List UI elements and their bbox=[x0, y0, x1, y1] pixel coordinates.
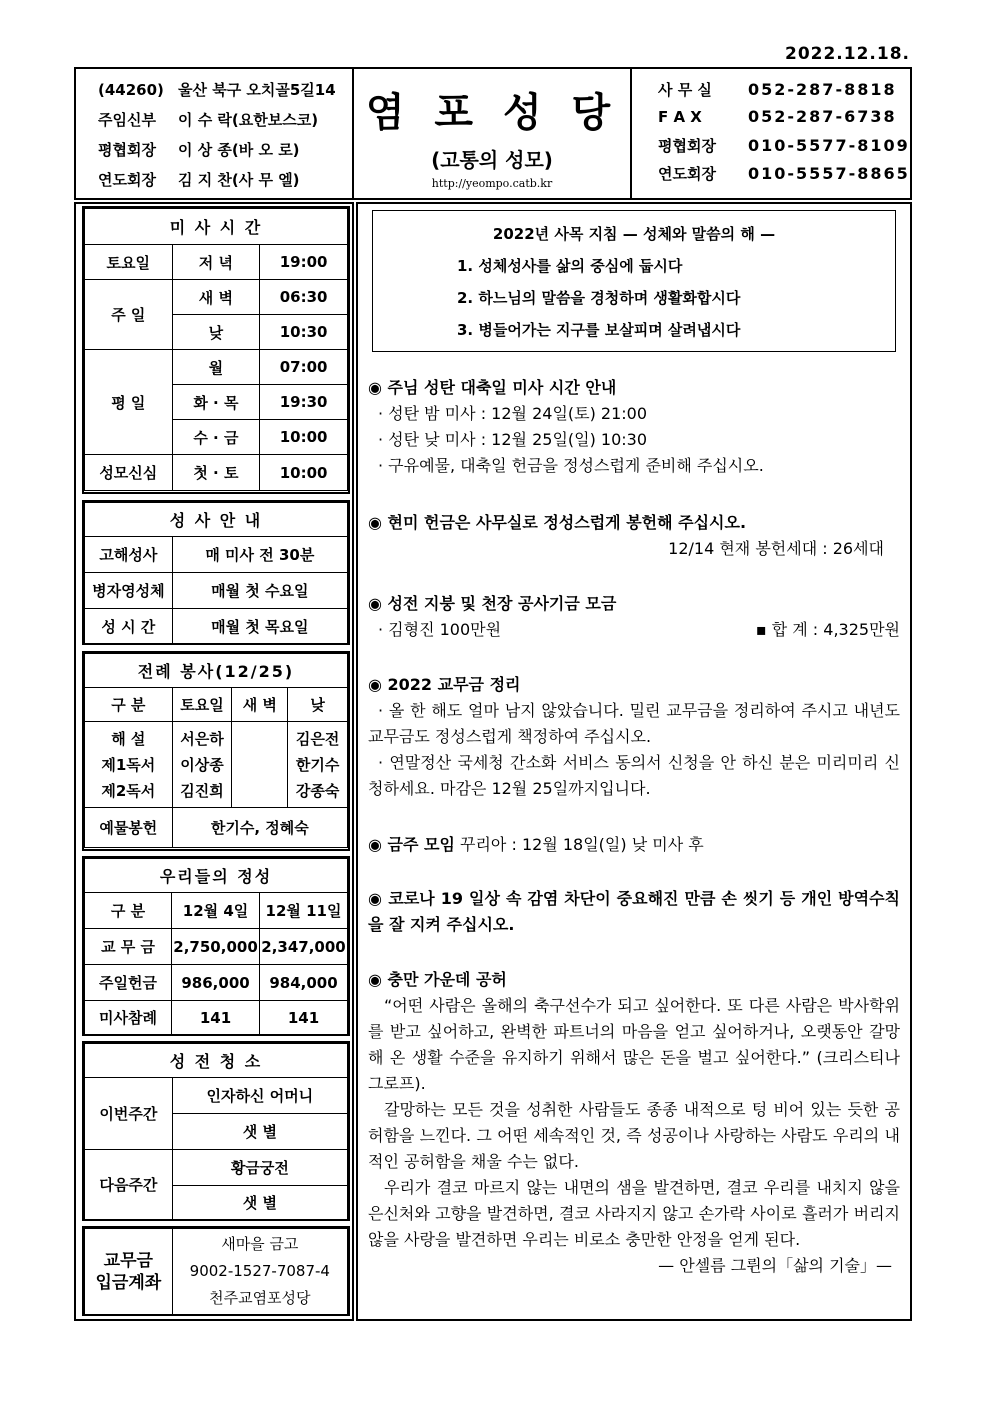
requiem-chair-row: 연도회장 김 지 찬(사 무 엘) bbox=[98, 171, 300, 189]
account-table bbox=[84, 1228, 348, 1315]
fax-row: F A X 052-287-6738 bbox=[658, 107, 897, 126]
header-contacts bbox=[632, 69, 910, 198]
notice-christmas-mass: ◉ 주님 성탄 대축일 미사 시간 안내 · 성탄 밤 미사 : 12월 24일(토) 21:00 · 성탄 낮 미사 : 12월 25일(일) 10:30 · 구유예물, 대축일 헌금을 정성스럽게 준비해 주십시오. bbox=[368, 378, 764, 475]
notice-weekly-meeting: ◉ 금주 모임 꾸리아 : 12월 18일(일) 낮 미사 후 bbox=[368, 835, 704, 854]
cleaning-table: 성 전 청 소 이번주간 인자하신 어머니 샛 별 다음주간 황금궁전 샛 별 bbox=[84, 1043, 348, 1220]
policy-title: 2022년 사목 지침 — 성체와 말씀의 해 — bbox=[492, 225, 776, 243]
liturgy-title: 전례 봉사(12/25) bbox=[85, 654, 348, 688]
account-holder: 천주교염포성당 bbox=[209, 1289, 311, 1307]
cleaning-title: 성 전 청 소 bbox=[85, 1044, 348, 1078]
policy-item: 2. 하느님의 말씀을 경청하며 생활화합시다 bbox=[457, 289, 741, 307]
requiem-phone-row: 연도회장 010-5557-8865 bbox=[658, 164, 910, 183]
account-number: 9002-1527-7087-4 bbox=[189, 1262, 330, 1280]
header-info bbox=[76, 69, 354, 198]
liturgy-roles: 해 설 제1독서 제2독서 bbox=[85, 722, 173, 808]
parish-name: 염 포 성 당 bbox=[365, 90, 619, 136]
notice-construction-fund: ◉ 성전 지붕 및 천장 공사기금 모금 · 김형진 100만원 ▪ 합 계 : 4,325만원 bbox=[368, 591, 900, 643]
policy-item: 1. 성체성사를 삶의 중심에 둡시다 bbox=[457, 257, 683, 275]
fund-total: ▪ 합 계 : 4,325만원 bbox=[755, 620, 900, 639]
giving-table: 우리들의 정성 구 분 12월 4일 12월 11일 교 무 금 2,750,000 2,347,000 주일헌금 986,000 984,000 미사참례 141 141 bbox=[84, 858, 348, 1035]
notice-reflection: ◉ 충만 가운데 공허 “어떤 사람은 올해의 축구선수가 되고 싶어한다. 또 다른 사람은 박사학위를 받고 싶어하고, 완벽한 파트너의 마음을 얻고 싶어하거나, 오랫동안 갈망해 온 생활 수준을 유지하기 위해서 많은 돈을 벌고 싶어한다.” (크리스티나 그로프). 갈망하는 모든 것을 성취한 사람들도 종종 내적으로 텅 비어 있는 듯한 공허함을 느낀다. 그 어떤 세속적인 것, 즉 성공이나 사랑하는 사람도 우리의 내적인 공허함을 채울 수는 없다. 우리가 결코 마르지 않는 내면의 샘을 발견하면, 결코 우리를 내치지 않을 은신처와 고향을 발견하면, 결코 사라지지 않고 손가락 사이로 흘러가 버리지 않을 사랑을 발견하면 우리는 비로소 충만한 안정을 얻게 된다. — 안셀름 그륀의「삶의 기술」— bbox=[368, 967, 900, 1279]
office-phone-row: 사 무 실 052-287-8818 bbox=[658, 80, 897, 99]
mass-times-table: 미 사 시 간 토요일 저 녁 19:00 주 일 새 벽 06:30 낮 10:30 평 일 월 07:00 화 · 목 19:30 수 · 금 10:00 성모신심 첫 · 토 10:00 bbox=[84, 208, 348, 491]
mass-times-title: 미 사 시 간 bbox=[85, 209, 348, 245]
parish-url[interactable]: http://yeompo.catb.kr bbox=[431, 177, 553, 190]
giving-title: 우리들의 정성 bbox=[85, 859, 348, 893]
sacrament-table: 성 사 안 내 고해성사 매 미사 전 30분 병자영성체 매월 첫 수요일 성 시 간 매월 첫 목요일 bbox=[84, 502, 348, 644]
liturgy-day: 김은전 한기수 강종숙 bbox=[288, 722, 348, 808]
pastoral-policy-box bbox=[372, 210, 896, 352]
sacrament-title: 성 사 안 내 bbox=[85, 503, 348, 537]
liturgy-table: 전례 봉사(12/25) 구 분 토요일 새 벽 낮 해 설 제1독서 제2독서 서은하 이상종 김진희 김은전 한기수 강종숙 예물봉헌 한기수, 정혜숙 bbox=[84, 653, 348, 848]
liturgy-saturday: 서은하 이상종 김진희 bbox=[172, 722, 232, 808]
policy-item: 3. 병들어가는 지구를 보살피며 살려냅시다 bbox=[457, 321, 741, 339]
pastor-row: 주임신부 이 수 락(요한보스코) bbox=[98, 111, 319, 129]
account-label: 교무금 입금계좌 bbox=[85, 1229, 173, 1315]
parish-subtitle: (고통의 성모) bbox=[431, 148, 553, 172]
notice-rice-offering: ◉ 현미 헌금은 사무실로 정성스럽게 봉헌해 주십시오. 12/14 현재 봉헌세대 : 26세대 bbox=[368, 513, 884, 558]
council-chair-row: 평협회장 이 상 종(바 오 로) bbox=[98, 141, 300, 159]
notice-church-dues: ◉ 2022 교무금 정리 · 올 한 해도 얼마 남지 않았습니다. 밀린 교무금을 정리하여 주시고 내년도 교무금도 정성스럽게 책정하여 주십시오. · 연말정산 국세청 간소화 서비스 동의서 신청을 안 하신 분은 미리미리 신청하세요. 마감은 12월 25일까지입니다. bbox=[368, 675, 900, 798]
header-title bbox=[354, 69, 632, 198]
donor-name: · 김형진 100만원 bbox=[378, 620, 502, 639]
address-row: (44260) 울산 북구 오치골5길14 bbox=[98, 81, 336, 99]
account-details bbox=[172, 1229, 347, 1315]
reflection-source: — 안셀름 그륀의「삶의 기술」— bbox=[658, 1256, 892, 1275]
council-phone-row: 평협회장 010-5577-8109 bbox=[658, 136, 910, 155]
account-bank: 새마을 금고 bbox=[221, 1235, 299, 1253]
liturgy-dawn bbox=[232, 722, 288, 808]
notice-covid: ◉ 코로나 19 일상 속 감염 차단이 중요해진 만큼 손 씻기 등 개인 방역수칙을 잘 지켜 주십시오. bbox=[368, 889, 900, 934]
bulletin-date: 2022.12.18. bbox=[784, 44, 910, 64]
header-box bbox=[74, 67, 912, 200]
